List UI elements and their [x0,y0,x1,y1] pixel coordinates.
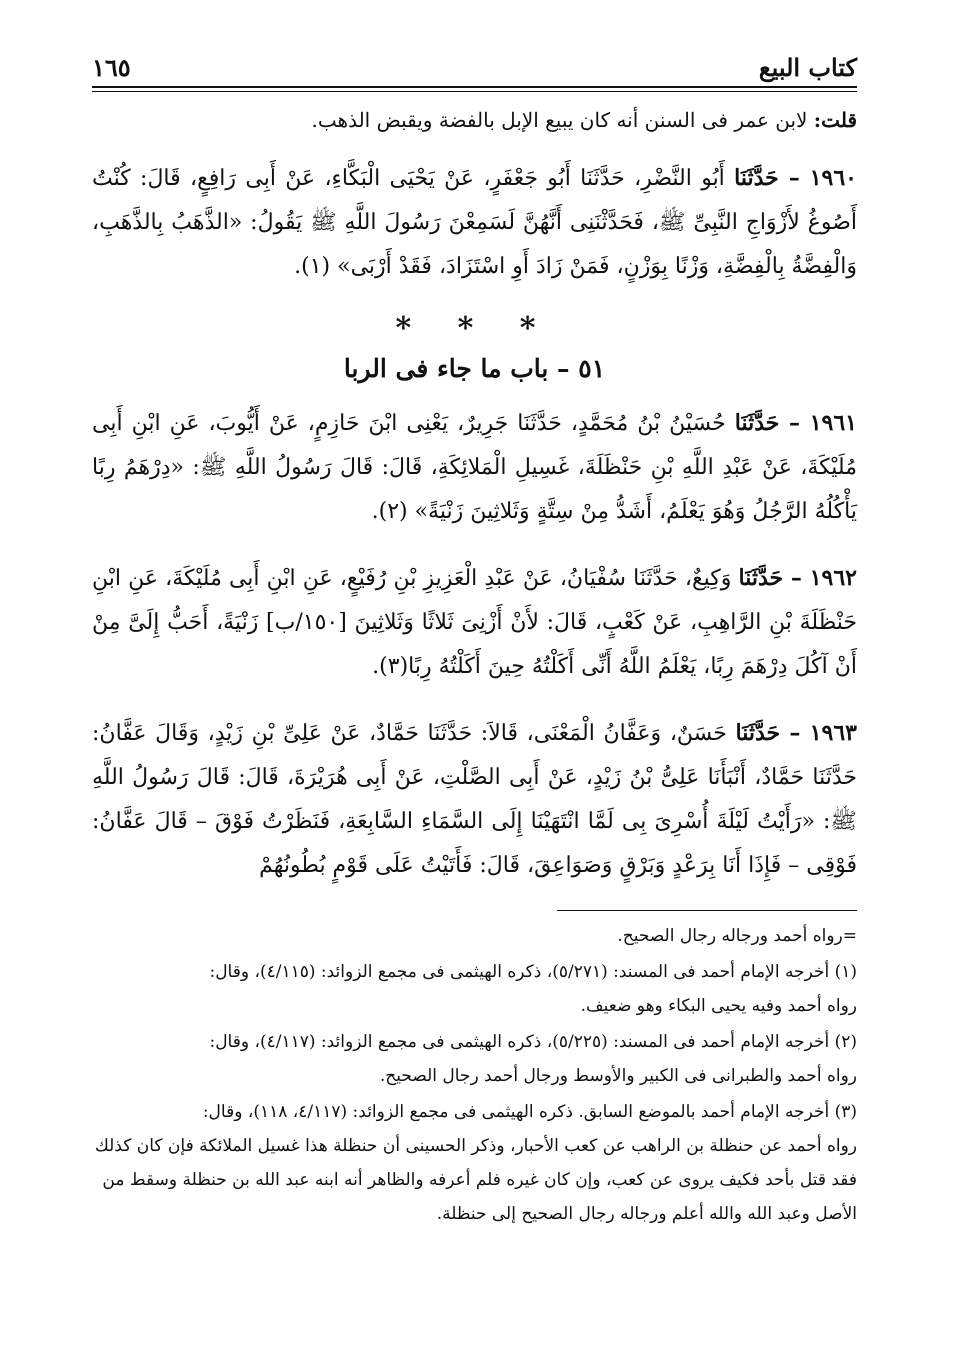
footnote-3 [92,1095,857,1231]
hadith-dash: – [783,565,810,591]
footnote-line: (٣) أخرجه الإمام أحمد بالموضع السابق. ذكره الهيثمى فى مجمع الزوائد: (٤/١١٧، ١١٨)، وقال: [202,1102,857,1122]
hadith-lead: حَدَّثَنَا [734,410,780,436]
section-separator: * * * [395,311,554,346]
document-page [92,40,857,1233]
hadith-text: حَسَنٌ، وَعَفَّانُ الْمَعْنَى، قَالاَ: حَدَّثَنَا حَمَّادٌ، عَنْ عَلِىِّ بْنِ زَيْدٍ، وَقَالَ عَفَّانُ: حَدَّثَنَا حَمَّادٌ، أَنْبَأَنَا عَلِىُّ بْنُ زَيْدٍ، عَنْ أَبِى الصَّلْتِ، عَنْ أَبِى هُرَيْرَةَ، قَالَ: قَالَ رَسُولُ اللَّهِ ﷺ: «رَأَيْتُ لَيْلَةَ أُسْرِىَ بِى لَمَّا انْتَهَيْنَا إِلَى السَّمَاءِ السَّابِعَةِ، فَنَظَرْتُ فَوْقَ – قَالَ عَفَّانُ: فَوْقِى – فَإِذَا أَنَا بِرَعْدٍ وَبَرْقٍ وَصَوَاعِقَ، قَالَ: فَأَتَيْتُ عَلَى قَوْمٍ بُطُونُهُمْ [92,721,857,878]
hadith-text: أَبُو النَّضْرِ، حَدَّثَنَا أَبُو جَعْفَرٍ، عَنْ يَحْيَى الْبَكَّاءِ، عَنْ أَبِى رَافِعٍ، قَالَ: كُنْتُ أَصُوغُ لأَزْوَاجِ النَّبِىِّ ﷺ، فَحَدَّثْنَنِى أَنَّهُنَّ لَسَمِعْنَ رَسُولَ اللَّهِ ﷺ يَقُولُ: «الذَّهَبُ بِالذَّهَبِ، وَالْفِضَّةُ بِالْفِضَّةِ، وَزْنًا بِوَزْنٍ، فَمَنْ زَادَ أَوِ اسْتَزَادَ، فَقَدْ أَرْبَى» (١). [92,166,857,279]
hadith-text: حُسَيْنُ بْنُ مُحَمَّدٍ، حَدَّثَنَا جَرِيرٌ، يَعْنِى ابْنَ حَازِمٍ، عَنْ أَيُّوبَ، عَنِ ابْنِ أَبِى مُلَيْكَةَ، عَنْ عَبْدِ اللَّهِ بْنِ حَنْظَلَةَ، غَسِيلِ الْمَلائِكَةِ، قَالَ: قَالَ رَسُولُ اللَّهِ ﷺ: «دِرْهَمُ رِبًا يَأْكُلُهُ الرَّجُلُ وَهُوَ يَعْلَمُ، أَشَدُّ مِنْ سِتَّةٍ وَثَلاثِينَ زَنْيَةً» (٢). [92,411,857,524]
hadith-number: ١٩٦١ [809,410,857,436]
hadith-dash: – [778,165,810,191]
footnote-line: رواه أحمد عن حنظلة بن الراهب عن كعب الأحبار، وذكر الحسينى أن حنظلة هذا غسيل الملائكة فإن كان كذلك فقد قتل بأحد فكيف يروى عن كعب، وإن كان غيره فلم أعرفه والظاهر أنه ابنه عبد الله بن حنظلة وسقط من الأصل وعبد الله والله أعلم ورجاله رجال الصحيح إلى حنظلة. [94,1136,857,1224]
hadith-number: ١٩٦٢ [809,565,857,591]
footnote-line: رواه أحمد وفيه يحيى البكاء وهو ضعيف. [580,996,857,1016]
hadith-text: وَكِيعٌ، حَدَّثَنَا سُفْيَانُ، عَنْ عَبْدِ الْعَزِيزِ بْنِ رُفَيْعٍ، عَنِ ابْنِ أَبِى مُلَيْكَةَ، عَنِ ابْنِ حَنْظَلَةَ بْنِ الرَّاهِبِ، عَنْ كَعْبٍ، قَالَ: لأَنْ أَزْنِىَ ثَلاثًا وَثَلاثِينَ [١٥٠/ب] زَنْيَةً، أَحَبُّ إِلَىَّ مِنْ أَنْ آكُلَ دِرْهَمَ رِبًا، يَعْلَمُ اللَّهُ أَنِّى أَكَلْتُهُ حِينَ أَكَلْتُهُ رِبًا(٣). [92,566,857,679]
footnote-line: رواه أحمد والطبرانى فى الكبير والأوسط ورجال أحمد رجال الصحيح. [379,1066,857,1086]
hadith-1960 [92,156,857,289]
hadith-1962 [92,556,857,689]
footnotes [92,919,857,1231]
qult-text: لابن عمر فى السنن أنه كان يبيع الإبل بالفضة ويقبض الذهب. [311,108,814,132]
hadith-number: ١٩٦٣ [809,720,857,746]
footnote-line: (١) أخرجه الإمام أحمد فى المسند: (٥/٢٧١)، ذكره الهيثمى فى مجمع الزوائد: (٤/١١٥)، وقال: [209,962,857,982]
running-title: كتاب البيع [758,53,857,82]
hadith-1961 [92,401,857,534]
footnote-divider [557,910,857,911]
chapter-title: ٥١ – باب ما جاء فى الربا [343,354,606,383]
hadith-dash: – [780,720,810,746]
hadith-1963 [92,711,857,888]
hadith-dash: – [779,410,810,436]
hadith-lead: حَدَّثَنَا [735,720,781,746]
hadith-lead: حَدَّثَنَا [734,165,779,191]
qult-label: قلت: [813,108,857,132]
footnote-2 [92,1025,857,1093]
hadith-number: ١٩٦٠ [809,165,857,191]
footnote-1 [92,955,857,1023]
footnote-carryover: =رواه أحمد ورجاله رجال الصحيح. [617,926,857,946]
qult-note [92,104,857,136]
hadith-lead: حَدَّثَنَا [738,565,784,591]
footnote-line: (٢) أخرجه الإمام أحمد فى المسند: (٥/٢٢٥)، ذكره الهيثمى فى مجمع الزوائد: (٤/١١٧)، وقال: [209,1032,857,1052]
page-header [92,40,857,88]
page-number: ١٦٥ [92,53,131,82]
